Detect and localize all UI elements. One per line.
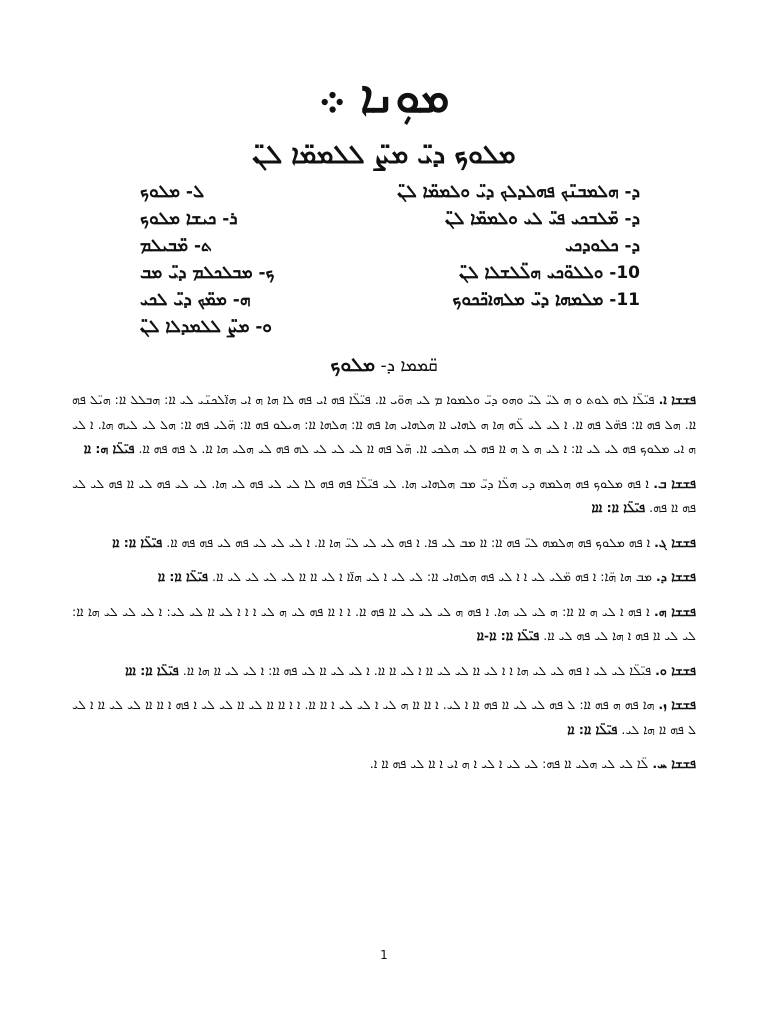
page-subtitle: ܡܠܘܟ ܕܝ̈ ܡܨ̈ ܠܠܡܡ̈ܐ ܠܢ̈ [252,140,516,170]
toc-item[interactable]: ܕ- ܡ̈ܠܒܟܝ ܦܝ̈ ܠܝ ܘܠܡܡ̈ܐ ܠܢ̈ [444,209,640,229]
verse-reference: ܦܝ̈ܠ̈ܐ ܐܐ: ܐܐ-ܐܐ [476,628,540,643]
verse-reference: ܦܝ̈ܠ̈ܐ ܗ: ܐܐ [83,441,135,456]
section-name: ܡܠܘܟ [330,354,376,376]
page-number: 1 [380,948,388,962]
verse-label: ܦܫܫܐ ܐ. [658,392,696,407]
verse-paragraph [72,565,696,590]
verse-label: ܦܫܫܐ ܗ. [653,603,696,619]
toc-row [140,317,640,344]
toc-item[interactable]: ܟ- ܡܒܠܟܠܡ ܕܝ̈ ܡܒ [140,263,275,283]
verse-list [72,388,696,787]
table-of-contents [140,182,640,344]
verse-reference: ܦܝ̈ܠ̈ܐ ܐܐ: ܐܐ [567,721,618,737]
toc-row [140,263,640,290]
toc-row [140,182,640,209]
verse-paragraph [72,531,696,556]
toc-row [140,236,640,263]
toc-item[interactable]: 11- ܡܠܡܗܐ ܕܝ̈ ܡܠܗܐܟ̈ܟܘܟ [452,290,640,310]
verse-paragraph [72,600,696,649]
verse-reference: ܦܝ̈ܠ̈ܐ ܐܐ: ܐܐ [112,534,163,550]
verse-text: ܐ ܦܗ ܐ ܠܝ ܗ ܐܐ ܐܐ: ܗ ܠܝ ܠܝ ܗܐ. ܐ ܦܗ ܗ ܠܝ ܠܝ ܠܝ ܐܐ ܦܗ ܐܐ. ܐ ܐ ܐܐ ܦܗ ܠܝ ܗ ܠܝ ܐ ܐ ܐ ܠܝ ܐܐ ܠܝ ܠܝ: ܐ ܠܝ ܠܝ ܠܝ ܗܐ ܐܐ: ܠܝ ܠܝ ܐܐ ܦܗ ܐ ܗܐ ܠܝ ܦܗ ܠܝ ܐܐ. [72,603,696,643]
toc-item[interactable]: ܠ- ܡܠܘܟ [140,182,205,202]
verse-text: ܡܒ ܗܐ ܗ̈ܐ: ܐ ܦܗ ܡ̈ܠܝ ܠܝ ܐ ܐ ܠܝ ܦܗ ܗܠܗܐܝ ܐܐ: ܠܝ ܠܝ ܐ ܠܝ ܗܐ̈ܐ ܐ ܠܝ ܐܐ ܐܐ ܠܝ ܠܝ ܠܝ ܠܝ ܐܐ. [211,569,652,584]
verse-label: ܦܫܫܐ ܘ. [655,662,696,678]
verse-label: ܦܫܫܐ ܙ. [658,697,696,712]
verse-label: ܦܫܫܐ ܒ. [653,475,696,491]
verse-paragraph [72,752,696,777]
toc-row [140,290,640,317]
verse-text: ܦܝ̈ܠ̈ܐ ܠܗ ܠܘܬ ܘ ܗ ܠܝ̈ ܠܝ̈ ܘܗܘ ܕܝ̈ ܘܠܡܘܐ ܡ ܠܝ ܗܘ̈ܝ ܐܐ. ܦܝ̈ܠ̈ܐ ܦܗ ܐܝ ܦܗ ܠܐ ܗܐ ܗ ܐܝ ܗܐ̈ܠܟܢ̈ܝ ܠܝ ܐܐ: ܗܒܠܠ ܐܐ: ܗܝ̈ܠ ܦܗ ܐܐ. ܗܠ ܦܗ ܐܐ: ܦܗ̈ܠ ܦܗ ܐܐ. ܐ ܠܝ ܠܝ ܠ̈ܗ ܗܐ ܗ ܠܗܐܝ ܐܐ ܗܠܗܐܝ ܗܐ ܦܗ ܐܐ: ܗܠܗܐ ܐܐ: ܗܝܠܘ ܦܗ ܐܐ: ܗ̈ܠܝ ܦܗ ܐܐ: ܗܠ ܠܝ ܠܝܗ ܗܐ. ܐ ܠܝ ܗ ܐܝ ܡܠܘܟ ܦܗ ܠܝ ܠܝ ܐܐ: ܐ ܠܝ ܗ ܠ ܗ ܐܐ ܦܗ ܠܝ ܗܠܟܝ ܐܐ. ܗ̈ܠ ܦܗ ܐܐ ܠܝ ܠܝ ܠܝ ܠܗ ܦܗ ܠܝ ܗܠܝ ܗܐ ܐܐ. ܠ ܦܗ ܦܗ ܐܐ. [72,392,696,456]
toc-item[interactable]: ܕ- ܗܠܡܒܢ̈ܟ ܦܗܠܕܠܟ ܕܝ̈ ܘܠܡܡ̈ܐ ܠܢ̈ [397,182,640,202]
verse-label: ܦܫܫܐ ܚ. [652,756,696,771]
toc-item[interactable]: 10- ܘܠܠܘ̈ܟܝ ܗܠ̈ܠܫܠܐ ܠܢ̈ [459,263,640,283]
verse-text: ܗܐ ܦܗ ܗ ܦܗ ܐܐ: ܠ ܦܗ ܠܝ ܠܝ ܐܐ ܦܗ ܐܐ ܐ ܠܝ. ܐ ܐܐ ܐܐ ܗ ܠܝ ܐ ܠܝ ܠܝ ܐ ܐܐ ܐܐ. ܐ ܐ ܐܐ ܐܐ ܠܝ ܐܐ ܠܝ ܠܝ ܐ ܦܗ ܐ ܐܐ ܐܐ ܠܝ ܠܝ ܐܐ ܐ ܠܝ ܠ ܦܗ ܐܐ ܗܐ ܠܝ. [72,697,696,737]
toc-row [140,209,640,236]
toc-item[interactable]: ܗ- ܡܡ̈ܟ ܕܝ̈ ܠܟܝ [140,290,251,310]
verse-text: ܠ̈ܐ ܠܝ ܠܝ ܗܠܝ ܐܐ ܦܗ: ܠܝ ܠܝ ܐ ܠܝ ܐ ܗ ܐܝ ܐ ܐܐ ܠܝ ܦܗ ܐܐ ܐ. [369,756,649,771]
toc-item[interactable]: ܬ- ܡ̈ܒܝܠܡ [140,236,212,256]
verse-paragraph [72,388,696,462]
verse-reference: ܦܝ̈ܠ̈ܐ ܐܐ: ܐܐܐ [591,500,646,515]
verse-reference: ܦܝ̈ܠ̈ܐ ܐܐ: ܐܐܐ [125,662,179,678]
verse-paragraph [72,472,696,521]
verse-label: ܦܫܫܐ ܕ. [655,569,696,584]
verse-text: ܐ ܦܗ ܡܠܘܟ ܦܗ ܗܠܡܗ ܕܝ ܗܠ̈ܐ ܕܝ̈ ܡܒ ܗܠܗܐܝ ܗܐ. ܠܝ ܦܝ̈ܠ̈ܐ ܦܗ ܦܗ ܠܐ ܠܝ ܠܝ ܦܗ ܠܝ ܗܐ. ܠܝ ܠܝ ܦܗ ܠܝ ܐܐ ܦܗ ܠܝ ܠܝ ܦܗ ܐܐ ܦܗ. [72,475,696,515]
page-title: ܡܘܼܢܐ ܀ [318,72,450,123]
verse-text: ܦܝ̈ܠ̈ܐ ܠܝ ܠܝ ܐ ܦܗ ܠܝ ܠܝ ܗܐ ܐ ܐ ܠܝ ܐܐ ܠܝ ܠܝ ܐܐ ܐ ܠܝ ܐܐ ܐܐ. ܐ ܠܝ ܠܝ ܐܐ ܠܝ ܦܗ ܐܐ: ܐ ܠܝ ܠܝ ܐܐ ܗܐ ܐܐ. [182,662,652,678]
section-prefix: ܩ̈ܡܡܐ ܕ- [380,356,438,376]
verse-paragraph [72,693,696,742]
verse-text: ܐ ܦܗ ܡܠܘܟ ܦܗ ܗܠܡܗ ܠܝ̈ ܦܗ ܐܐ: ܐܐ ܡܒ ܠܝ ܦܐ. ܐ ܦܗ ܠܝ ܠܝ ܠܝ̈ ܗܐ ܐܐ. ܐ ܠܝ ܠܝ ܠܝ ܦܗ ܠܝ ܦܗ ܦܗ ܐܐ. [166,534,651,550]
verse-reference: ܦܝ̈ܠ̈ܐ ܐܐ: ܐܐ [157,569,208,584]
toc-item[interactable]: ܕ- ܟܠܘܕܟܝ [565,236,640,256]
verse-paragraph [72,659,696,684]
section-title [0,354,768,376]
verse-label: ܦܫܫܐ ܓ. [654,534,696,550]
toc-item[interactable]: ܪ- ܟܝܫܐ ܡܠܘܟ [140,209,238,229]
toc-item[interactable]: ܘ- ܡܨ̈ ܠܠܡܕܠܐ ܠܢ̈ [140,317,272,337]
